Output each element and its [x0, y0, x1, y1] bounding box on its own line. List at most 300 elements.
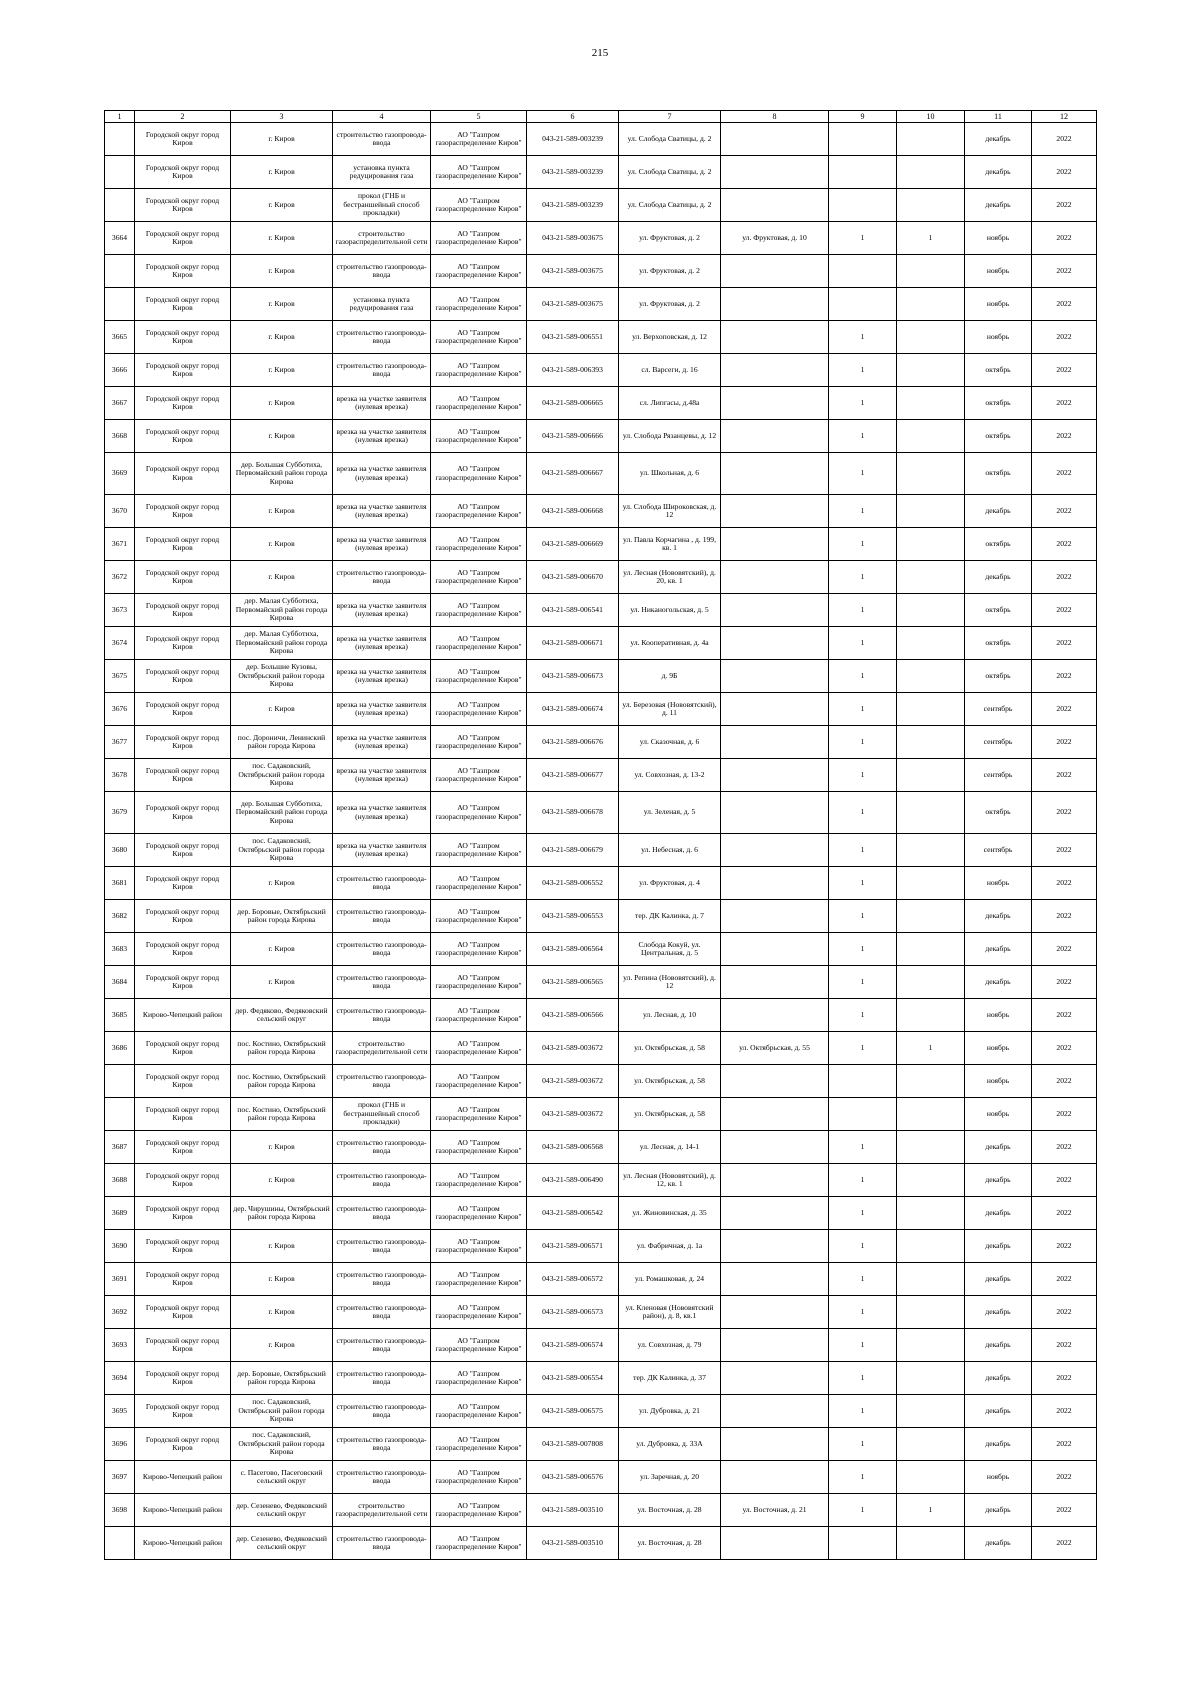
table-cell: [897, 156, 965, 189]
table-cell: [231, 627, 333, 660]
table-cell: [527, 966, 619, 999]
table-cell: [231, 867, 333, 900]
cell-text: строительство газопровода-ввода: [336, 1204, 427, 1221]
table-cell: [135, 900, 231, 933]
table-cell: [897, 321, 965, 354]
cell-text: АО "Газпром газораспределение Киров": [435, 1138, 522, 1155]
table-cell: [965, 1098, 1032, 1131]
table-row: [105, 1098, 1097, 1131]
table-cell: [105, 900, 135, 933]
cell-text: ул. Кооперативная, д. 4а: [630, 638, 709, 647]
cell-text: ноябрь: [986, 878, 1010, 887]
table-cell: [965, 156, 1032, 189]
table-cell: [431, 1329, 527, 1362]
cell-text: 043-21-589-006541: [542, 605, 603, 614]
cell-text: АО "Газпром газораспределение Киров": [435, 1270, 522, 1287]
cell-text: декабрь: [985, 1505, 1011, 1514]
table-cell: [619, 1527, 721, 1560]
cell-text: 043-21-589-006568: [542, 1142, 603, 1151]
cell-text: Городской округ город Киров: [145, 1402, 220, 1419]
table-cell: [527, 660, 619, 693]
cell-text: 2022: [1056, 977, 1072, 986]
cell-text: декабрь: [985, 944, 1011, 953]
cell-text: ул. Жиновинская, д. 35: [632, 1208, 707, 1217]
table-row: [105, 660, 1097, 693]
cell-text: Городской округ город Киров: [145, 841, 220, 858]
cell-text: 1: [860, 671, 865, 680]
cell-text: 2022: [1056, 808, 1072, 817]
table-cell: [135, 867, 231, 900]
table-cell: [619, 123, 721, 156]
table-cell: [135, 222, 231, 255]
table-cell: [135, 693, 231, 726]
cell-text: АО "Газпром газораспределение Киров": [435, 907, 522, 924]
table-cell: [897, 495, 965, 528]
table-cell: [1032, 1329, 1097, 1362]
table-cell: [105, 420, 135, 453]
cell-text: строительство газопровода-ввода: [336, 1336, 427, 1353]
table-cell: [105, 867, 135, 900]
cell-text: 3676: [111, 704, 128, 713]
table-row: [105, 1296, 1097, 1329]
table-cell: [135, 1329, 231, 1362]
table-cell: [105, 933, 135, 966]
table-cell: [105, 1494, 135, 1527]
table-cell: [105, 288, 135, 321]
table-cell: [965, 867, 1032, 900]
table-cell: [965, 660, 1032, 693]
table-cell: [897, 123, 965, 156]
table-cell: [965, 387, 1032, 420]
table-cell: [965, 1494, 1032, 1527]
table-cell: [333, 189, 431, 222]
cell-text: 043-21-589-006671: [542, 638, 603, 647]
cell-text: 3681: [111, 878, 128, 887]
cell-text: ул. Совхозная, д. 79: [637, 1340, 702, 1349]
table-cell: [1032, 867, 1097, 900]
table-row: [105, 693, 1097, 726]
table-cell: [721, 123, 829, 156]
table-cell: [721, 1197, 829, 1230]
column-header: 2: [135, 111, 231, 123]
table-cell: [431, 222, 527, 255]
table-cell: [965, 123, 1032, 156]
table-cell: [231, 321, 333, 354]
cell-text: АО "Газпром газораспределение Киров": [435, 130, 522, 147]
table-cell: [431, 354, 527, 387]
cell-text: пос. Садаковский, Октябрьский район города Кирова: [238, 837, 325, 863]
table-cell: [1032, 420, 1097, 453]
table-cell: [105, 726, 135, 759]
cell-text: 043-21-589-003510: [542, 1505, 603, 1514]
table-cell: [619, 693, 721, 726]
table-cell: [231, 1428, 333, 1461]
cell-text: 1: [860, 878, 865, 887]
table-cell: [1032, 834, 1097, 867]
cell-text: г. Киров: [268, 1142, 295, 1151]
table-cell: [965, 561, 1032, 594]
table-cell: [829, 999, 897, 1032]
cell-text: декабрь: [985, 1208, 1011, 1217]
table-cell: [135, 156, 231, 189]
table-cell: [897, 660, 965, 693]
table-cell: [231, 759, 333, 792]
table-cell: [431, 1461, 527, 1494]
table-cell: [105, 1362, 135, 1395]
table-cell: [897, 189, 965, 222]
cell-text: 3686: [111, 1043, 128, 1052]
table-cell: [231, 1065, 333, 1098]
cell-text: 2022: [1056, 299, 1072, 308]
table-cell: [619, 1098, 721, 1131]
cell-text: 3692: [111, 1307, 128, 1316]
cell-text: АО "Газпром газораспределение Киров": [435, 766, 522, 783]
cell-text: д. 9Б: [661, 671, 678, 680]
table-cell: [965, 1197, 1032, 1230]
table-cell: [333, 726, 431, 759]
cell-text: АО "Газпром газораспределение Киров": [435, 1171, 522, 1188]
table-cell: [829, 1428, 897, 1461]
table-cell: [619, 495, 721, 528]
cell-text: Городской округ город Киров: [145, 1237, 220, 1254]
cell-text: ул. Дубровка, д. 33А: [636, 1439, 703, 1448]
cell-text: 043-21-589-006678: [542, 808, 603, 817]
table-cell: [897, 1164, 965, 1197]
table-cell: [619, 1362, 721, 1395]
cell-text: 043-21-589-003675: [542, 233, 603, 242]
table-row: [105, 495, 1097, 528]
table-cell: [965, 1395, 1032, 1428]
cell-text: ул. Зеленая, д. 5: [643, 808, 696, 817]
cell-text: АО "Газпром газораспределение Киров": [435, 601, 522, 618]
table-cell: [829, 354, 897, 387]
table-cell: [135, 1197, 231, 1230]
table-cell: [333, 528, 431, 561]
table-cell: [431, 933, 527, 966]
table-cell: [1032, 1461, 1097, 1494]
table-cell: [721, 354, 829, 387]
table-row: [105, 867, 1097, 900]
cell-text: 043-21-589-006572: [542, 1274, 603, 1283]
table-cell: [333, 1527, 431, 1560]
cell-text: Городской округ город Киров: [145, 1039, 220, 1056]
table-cell: [527, 933, 619, 966]
cell-text: Городской округ город Киров: [145, 667, 220, 684]
table-cell: [333, 1263, 431, 1296]
table-cell: [897, 354, 965, 387]
cell-text: декабрь: [985, 134, 1011, 143]
cell-text: Городской округ город Киров: [145, 427, 220, 444]
cell-text: 043-21-589-006542: [542, 1208, 603, 1217]
table-cell: [721, 1032, 829, 1065]
table-cell: [721, 966, 829, 999]
table-cell: [1032, 1428, 1097, 1461]
table-cell: [721, 1065, 829, 1098]
cell-text: 3693: [111, 1340, 128, 1349]
table-row: [105, 966, 1097, 999]
table-cell: [897, 1098, 965, 1131]
table-row: [105, 1329, 1097, 1362]
table-cell: [897, 528, 965, 561]
table-cell: [897, 1131, 965, 1164]
cell-text: АО "Газпром газораспределение Киров": [435, 568, 522, 585]
column-header: 9: [829, 111, 897, 123]
cell-text: строительство газопровода-ввода: [336, 907, 427, 924]
cell-text: г. Киров: [268, 944, 295, 953]
table-cell: [105, 1032, 135, 1065]
cell-text: пос. Костино, Октябрьский район города Кирова: [237, 1039, 326, 1056]
cell-text: 2022: [1056, 638, 1072, 647]
cell-text: 043-21-589-006667: [542, 469, 603, 478]
cell-text: врезка на участке заявителя (нулевая врезка): [336, 667, 427, 684]
cell-text: г. Киров: [268, 299, 295, 308]
table-cell: [619, 900, 721, 933]
table-cell: [721, 1098, 829, 1131]
table-cell: [135, 123, 231, 156]
cell-text: г. Киров: [268, 332, 295, 341]
table-body: [105, 123, 1097, 1560]
cell-text: 2022: [1056, 704, 1072, 713]
table-cell: [105, 1098, 135, 1131]
table-cell: [619, 1428, 721, 1461]
cell-text: ул. Лесная, д. 14-1: [639, 1142, 700, 1151]
cell-text: 3666: [111, 365, 128, 374]
table-cell: [829, 792, 897, 834]
cell-text: строительство газораспределительной сети: [335, 1039, 428, 1056]
table-cell: [619, 387, 721, 420]
table-cell: [1032, 1395, 1097, 1428]
table-cell: [431, 387, 527, 420]
table-cell: [431, 1032, 527, 1065]
cell-text: ул. Лесная, д. 10: [642, 1010, 697, 1019]
cell-text: ноябрь: [986, 1076, 1010, 1085]
cell-text: 1: [860, 704, 865, 713]
cell-text: 1: [860, 1307, 865, 1316]
table-cell: [333, 1098, 431, 1131]
cell-text: 1: [860, 737, 865, 746]
cell-text: ул. Лесная (Нововятский), д. 12, кв. 1: [623, 1171, 716, 1188]
table-cell: [619, 1461, 721, 1494]
table-cell: [721, 1527, 829, 1560]
cell-text: 2022: [1056, 398, 1072, 407]
table-cell: [135, 1494, 231, 1527]
cell-text: АО "Газпром газораспределение Киров": [435, 1303, 522, 1320]
table-cell: [333, 900, 431, 933]
table-cell: [721, 222, 829, 255]
table-cell: [527, 354, 619, 387]
cell-text: 1: [860, 1142, 865, 1151]
table-cell: [1032, 933, 1097, 966]
table-cell: [527, 1395, 619, 1428]
cell-text: 1: [860, 1010, 865, 1019]
cell-text: 1: [860, 1439, 865, 1448]
cell-text: 043-21-589-006566: [542, 1010, 603, 1019]
table-cell: [721, 693, 829, 726]
table-cell: [431, 867, 527, 900]
cell-text: пос. Дороничи, Ленинский район города Кирова: [237, 733, 326, 750]
table-cell: [231, 354, 333, 387]
table-cell: [135, 834, 231, 867]
table-cell: [721, 156, 829, 189]
table-cell: [135, 1527, 231, 1560]
cell-text: г. Киров: [268, 1340, 295, 1349]
table-cell: [333, 1329, 431, 1362]
table-cell: [965, 288, 1032, 321]
cell-text: 043-21-589-006665: [542, 398, 603, 407]
cell-text: декабрь: [985, 1307, 1011, 1316]
cell-text: 2022: [1056, 1307, 1072, 1316]
cell-text: Городской округ город Киров: [145, 361, 220, 378]
cell-text: Городской округ город Киров: [145, 535, 220, 552]
cell-text: Кирово-Чепецкий район: [142, 1538, 223, 1547]
cell-text: строительство газопровода-ввода: [336, 874, 427, 891]
cell-text: АО "Газпром газораспределение Киров": [435, 394, 522, 411]
table-cell: [231, 1197, 333, 1230]
table-cell: [897, 834, 965, 867]
cell-text: дер. Большие Кузовы, Октябрьский район города Кирова: [238, 663, 325, 689]
table-cell: [527, 123, 619, 156]
table-cell: [897, 1329, 965, 1362]
table-cell: [231, 933, 333, 966]
cell-text: г. Киров: [268, 1274, 295, 1283]
table-cell: [333, 999, 431, 1032]
cell-text: 1: [928, 233, 933, 242]
table-cell: [721, 1461, 829, 1494]
cell-text: октябрь: [985, 469, 1011, 478]
cell-text: АО "Газпром газораспределение Киров": [435, 940, 522, 957]
table-cell: [619, 1032, 721, 1065]
table-cell: [527, 759, 619, 792]
table-cell: [135, 1296, 231, 1329]
table-cell: [333, 594, 431, 627]
cell-text: ул. Слобода Сватицы, д. 2: [627, 134, 712, 143]
table-cell: [965, 933, 1032, 966]
cell-text: прокол (ГНБ и бестраншейный способ прокладки): [343, 1101, 420, 1127]
table-cell: [721, 933, 829, 966]
table-row: [105, 759, 1097, 792]
cell-text: 043-21-589-003672: [542, 1043, 603, 1052]
table-cell: [333, 693, 431, 726]
table-cell: [135, 255, 231, 288]
cell-text: 3665: [111, 332, 128, 341]
table-cell: [1032, 1296, 1097, 1329]
table-cell: [965, 354, 1032, 387]
table-cell: [897, 1428, 965, 1461]
table-cell: [527, 1131, 619, 1164]
cell-text: ноябрь: [986, 266, 1010, 275]
cell-text: 043-21-589-003675: [542, 299, 603, 308]
cell-text: Городской округ город Киров: [145, 394, 220, 411]
cell-text: Городской округ город Киров: [145, 502, 220, 519]
table-cell: [965, 1032, 1032, 1065]
table-cell: [721, 420, 829, 453]
cell-text: 043-21-589-006666: [542, 431, 603, 440]
cell-text: ноябрь: [986, 233, 1010, 242]
cell-text: 043-21-589-006576: [542, 1472, 603, 1481]
table-cell: [231, 1461, 333, 1494]
cell-text: 3698: [111, 1505, 128, 1514]
cell-text: 2022: [1056, 469, 1072, 478]
cell-text: Городской округ город Киров: [145, 733, 220, 750]
cell-text: 1: [860, 977, 865, 986]
table-cell: [431, 966, 527, 999]
cell-text: сентябрь: [983, 770, 1013, 779]
table-cell: [333, 1164, 431, 1197]
table-cell: [1032, 1032, 1097, 1065]
column-header: 10: [897, 111, 965, 123]
table-cell: [1032, 1164, 1097, 1197]
cell-text: Городской округ город Киров: [145, 262, 220, 279]
table-cell: [619, 1131, 721, 1164]
cell-text: 2022: [1056, 200, 1072, 209]
table-cell: [431, 495, 527, 528]
cell-text: строительство газопровода-ввода: [336, 1468, 427, 1485]
cell-text: строительство газопровода-ввода: [336, 130, 427, 147]
table-cell: [333, 1197, 431, 1230]
cell-text: г. Киров: [268, 572, 295, 581]
table-cell: [135, 387, 231, 420]
table-cell: [829, 759, 897, 792]
table-cell: [527, 387, 619, 420]
cell-text: 043-21-589-006674: [542, 704, 603, 713]
table-cell: [897, 792, 965, 834]
cell-text: г. Киров: [268, 365, 295, 374]
cell-text: Кирово-Чепецкий район: [142, 1010, 223, 1019]
table-row: [105, 1197, 1097, 1230]
table-cell: [829, 834, 897, 867]
table-cell: [527, 495, 619, 528]
table-cell: [527, 594, 619, 627]
table-cell: [431, 1164, 527, 1197]
cell-text: 1: [860, 332, 865, 341]
cell-text: декабрь: [985, 506, 1011, 515]
table-cell: [105, 354, 135, 387]
page-number: 215: [591, 47, 609, 59]
cell-text: 043-21-589-006554: [542, 1373, 603, 1382]
cell-text: декабрь: [985, 1340, 1011, 1349]
cell-text: 043-21-589-006573: [542, 1307, 603, 1316]
table-cell: [105, 321, 135, 354]
table-cell: [829, 1098, 897, 1131]
table-cell: [619, 933, 721, 966]
table-cell: [333, 792, 431, 834]
table-cell: [333, 660, 431, 693]
table-cell: [965, 834, 1032, 867]
table-cell: [1032, 495, 1097, 528]
cell-text: декабрь: [985, 1439, 1011, 1448]
table-cell: [965, 1329, 1032, 1362]
table-row: [105, 834, 1097, 867]
column-header: 11: [965, 111, 1032, 123]
table-cell: [829, 693, 897, 726]
table-cell: [527, 420, 619, 453]
table-cell: [231, 900, 333, 933]
table-cell: [231, 528, 333, 561]
table-cell: [231, 420, 333, 453]
cell-text: АО "Газпром газораспределение Киров": [435, 1072, 522, 1089]
table-cell: [897, 867, 965, 900]
cell-text: Городской округ город Киров: [145, 163, 220, 180]
cell-text: ул. Восточная, д. 28: [637, 1538, 702, 1547]
table-cell: [333, 255, 431, 288]
table-cell: [135, 1065, 231, 1098]
cell-text: 2022: [1056, 1208, 1072, 1217]
table-cell: [897, 420, 965, 453]
cell-text: 3679: [111, 808, 128, 817]
cell-text: пос. Костино, Октябрьский район города Кирова: [237, 1105, 326, 1122]
table-cell: [965, 321, 1032, 354]
table-cell: [431, 693, 527, 726]
